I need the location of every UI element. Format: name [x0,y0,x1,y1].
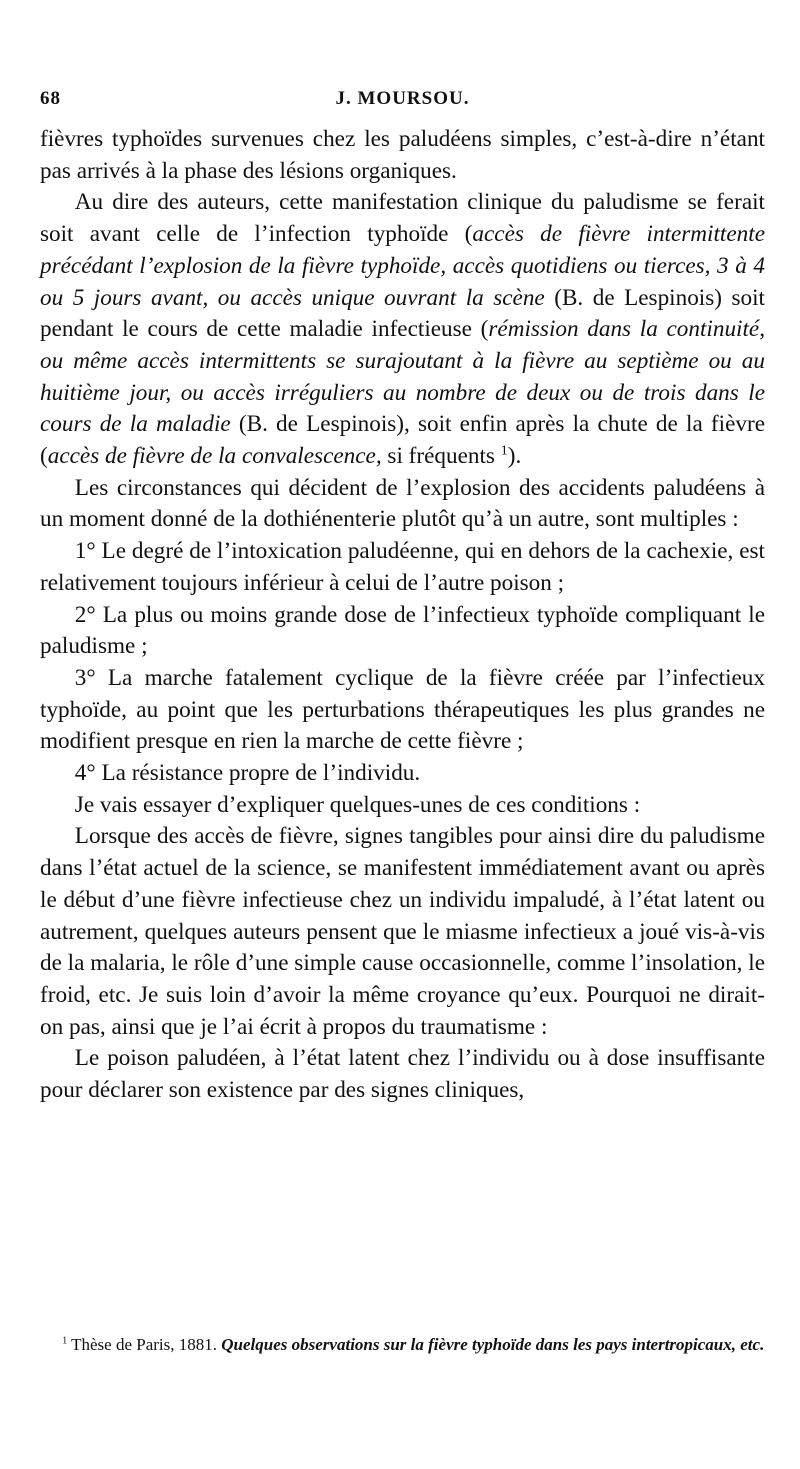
body-text [40,124,765,1107]
text-run: si fréquents [381,443,501,470]
text-run: Thèse de Paris, 1881. [67,1335,222,1354]
text-run: Le poison paludéen, à l’état latent chez l’individu ou à dose insuffisante pour déclarer son existence par des signes cliniques, [40,1045,765,1104]
italic-text: rémission dans la continuité, ou même accès intermittents se surajoutant à la fièvre au septième ou au huitième jour, ou accès irréguliers au nombre de deux ou de trois dans le cours de la maladie [40,316,766,438]
footnote-marker: 1 [62,1335,68,1347]
paragraph [40,1043,765,1106]
italic-text: accès de fièvre de la convalescence, [47,443,382,470]
paragraph [40,124,765,187]
text-run: 4° La résistance propre de l’individu. [74,760,421,787]
text-run: ). [507,443,522,470]
text-run: Lorsque des accès de fièvre, signes tangibles pour ainsi dire du paludisme dans l’état actuel de la science, se manifestent immédiatement avant ou après le début d’une fièvre infectieuse chez un individu impaludé, à l’état latent ou autrement, quelques auteurs pensent que le miasme infectieux a joué vis-à-vis de la malaria, le rôle d’une simple cause occasionnelle, comme l’insolation, le froid, etc. Je suis loin d’avoir la même croyance qu’eux. Pourquoi ne dirait-on pas, ainsi que je l’ai écrit à propos du traumatisme : [40,823,765,1040]
footnote [40,1333,765,1356]
italic-text: accès de fièvre intermittente précédant l’explosion de la fièvre typhoïde, accès quotidiens ou tierces, 3 à 4 ou 5 jours avant, ou accès unique ouvrant la scène [40,221,765,311]
paragraph [40,536,765,599]
paragraph [40,600,765,663]
page-number: 68 [40,88,61,109]
text-run: Je vais essayer d’expliquer quelques-unes de ces conditions : [74,791,641,818]
page-header [40,88,765,114]
text-run: (B. de Lespinois) soit pendant le cours de cette maladie infectieuse ( [40,284,765,343]
paragraph [40,473,765,536]
paragraph [40,758,765,790]
paragraph [40,821,765,1043]
paragraph [40,187,765,472]
text-run: 3° La marche fatalement cyclique de la fièvre créée par l’infectieux typhoïde, au point que les perturbations thérapeutiques les plus grandes ne modifient presque en rien la marche de cette fièvre ; [40,664,765,755]
paragraph [40,663,765,758]
footnote-marker: 1 [500,443,508,459]
emphasis-text: Quelques observations sur la fièvre typhoïde dans les pays intertropicaux, etc. [221,1335,765,1354]
text-run: Au dire des auteurs, cette manifestation clinique du paludisme se ferait soit avant celle de l’infection typhoïde ( [40,189,765,248]
running-title: J. MOURSOU. [335,88,470,109]
text-run: 1° Le degré de l’intoxication paludéenne, qui en dehors de la cachexie, est relativement toujours inférieur à celui de l’autre poison ; [40,538,765,596]
text-run: 2° La plus ou moins grande dose de l’infectieux typhoïde compliquant le paludisme ; [40,601,765,660]
footnote-text [40,1333,765,1356]
text-run: Les circonstances qui décident de l’explosion des accidents paludéens à un moment donné de la dothiénenterie plutôt qu’à un autre, sont multiples : [40,474,765,533]
text-run: fièvres typhoïdes survenues chez les paludéens simples, c’est-à-dire n’étant pas arrivés à la phase des lésions organiques. [40,126,765,184]
text-run: (B. de Lespinois), soit enfin après la chute de la fièvre ( [40,411,765,470]
paragraph [40,790,765,822]
